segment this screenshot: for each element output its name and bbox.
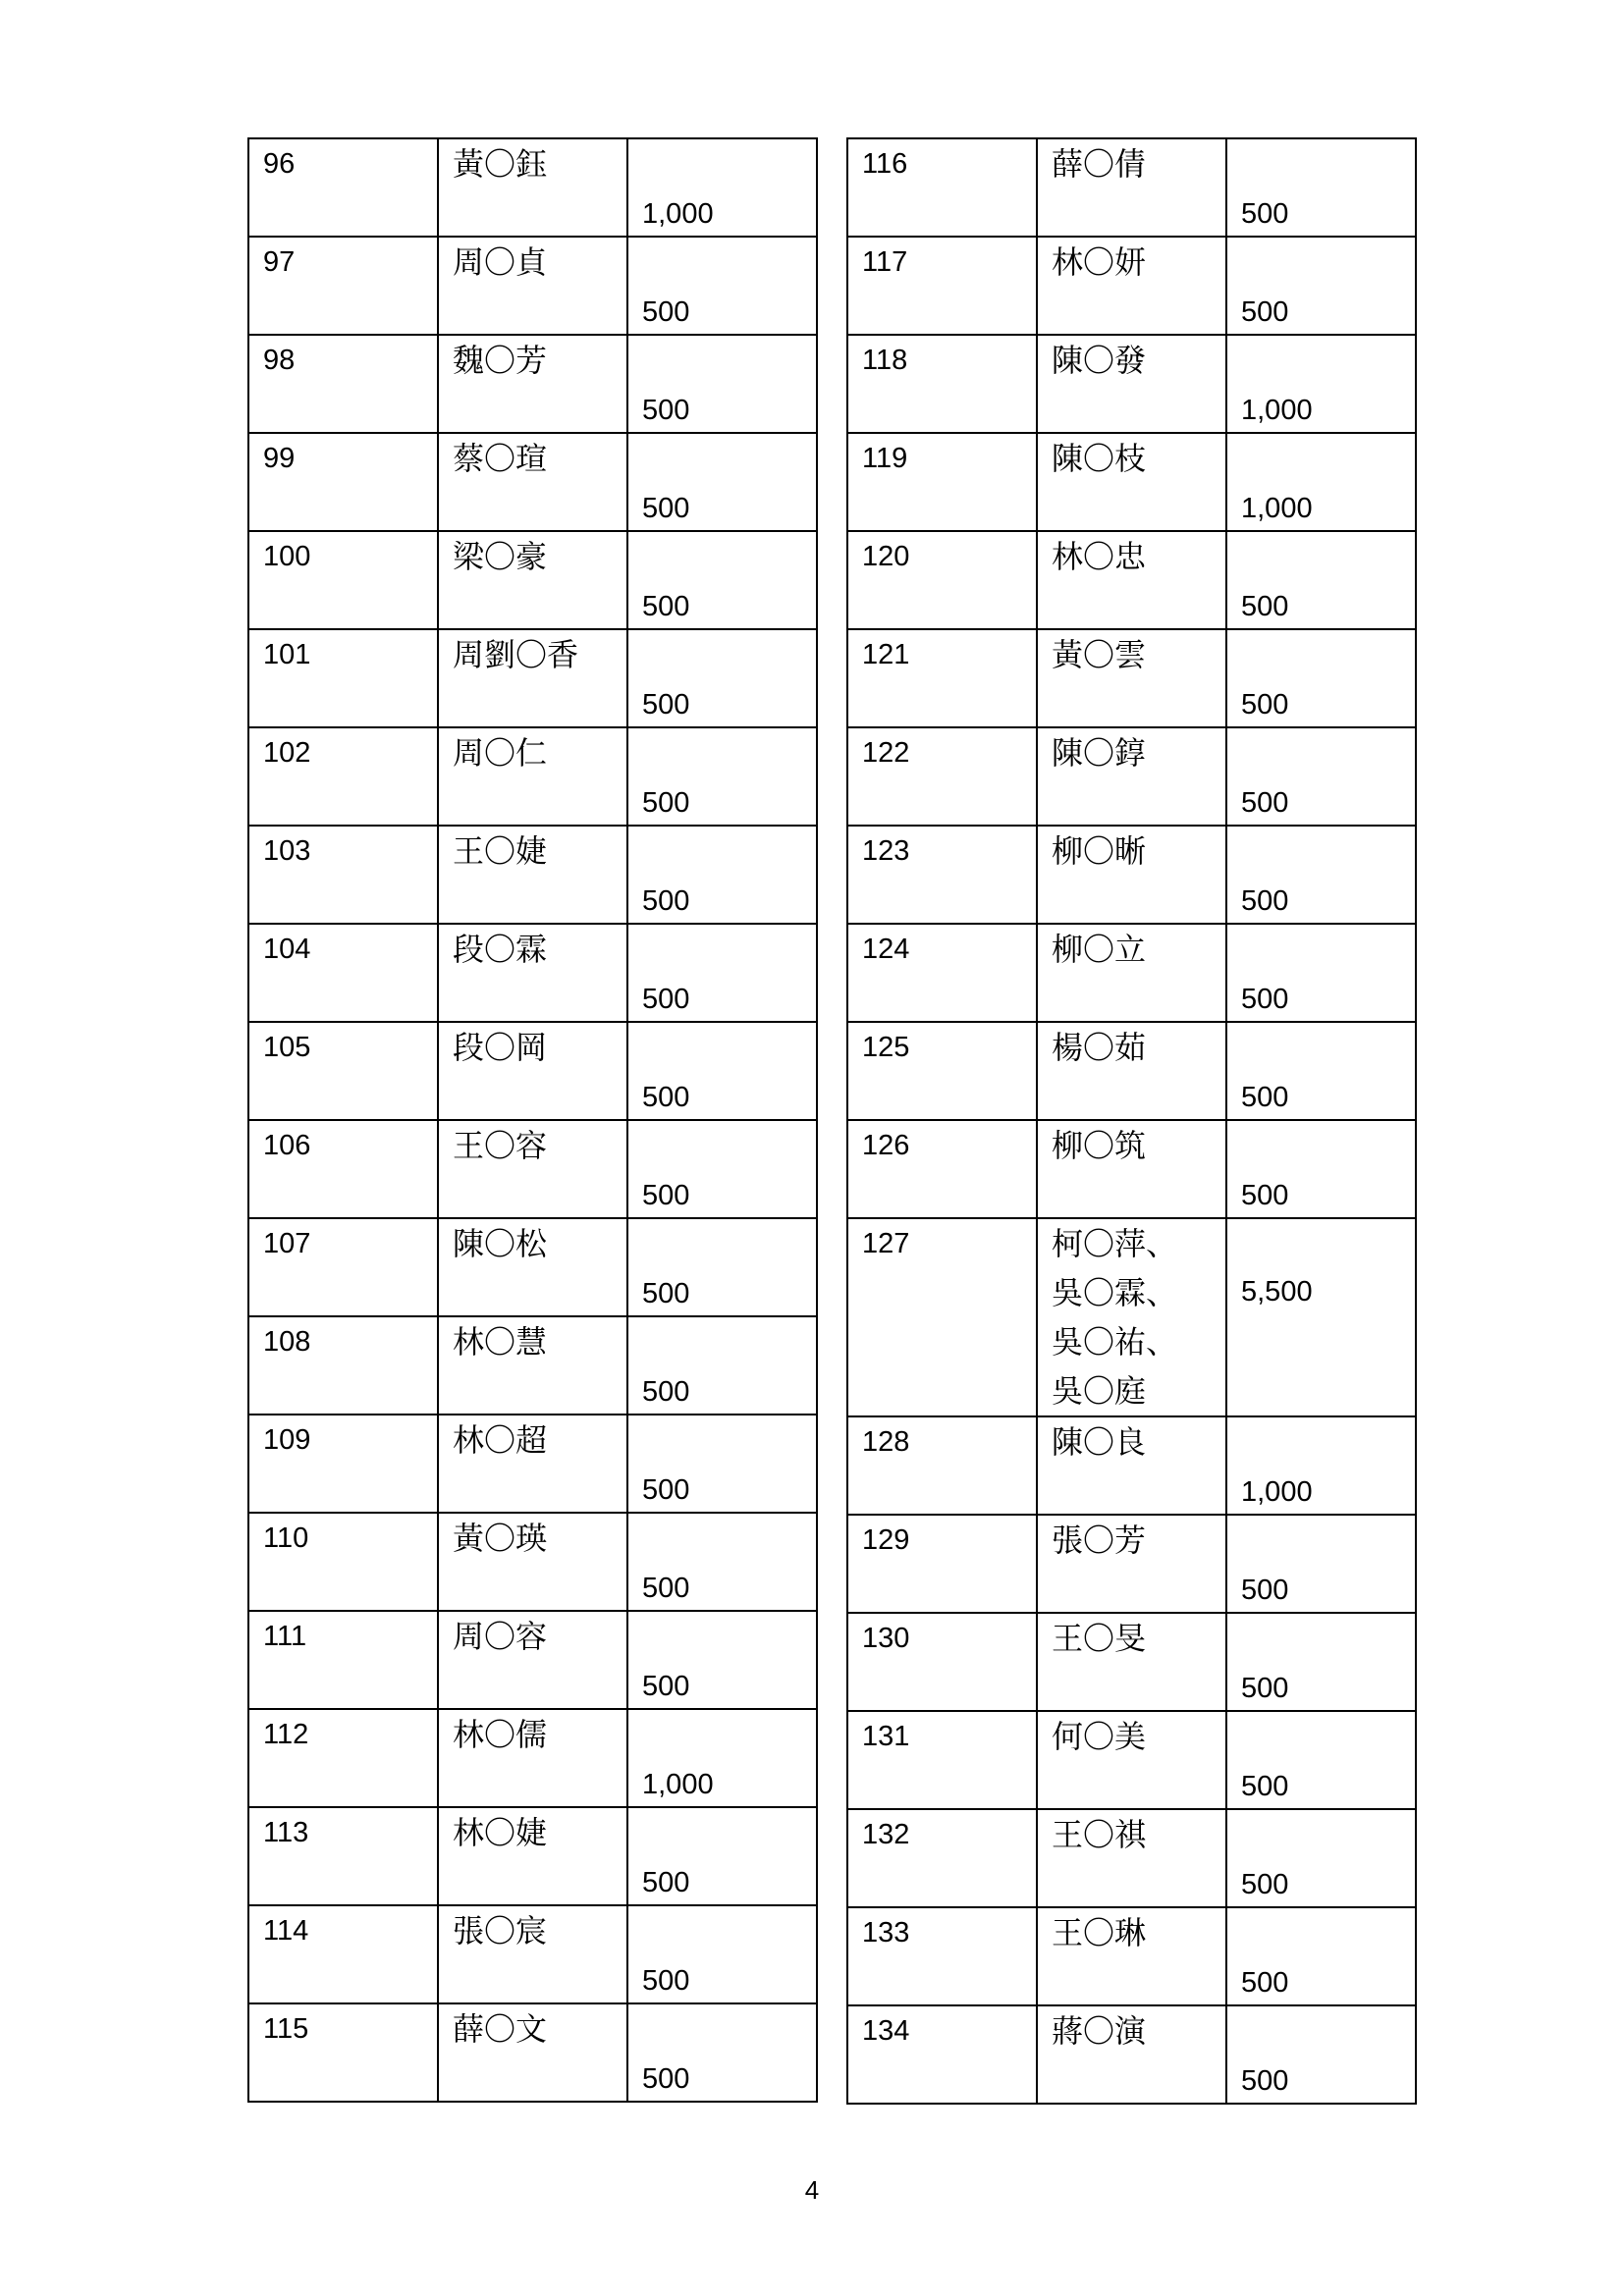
donor-name-cell [1037, 1416, 1226, 1515]
donation-amount: 500 [642, 591, 690, 622]
donor-name: 林〇超 [453, 1421, 548, 1459]
row-number-cell [847, 1711, 1037, 1809]
donor-name-cell [1037, 1022, 1226, 1120]
table-row [248, 1218, 817, 1316]
donor-name: 吳〇祐、 [1052, 1323, 1178, 1361]
row-number: 117 [862, 246, 908, 278]
donation-amount: 500 [1241, 1967, 1289, 1999]
row-number: 130 [862, 1623, 910, 1654]
row-number-cell [847, 1809, 1037, 1907]
row-number: 134 [862, 2015, 910, 2047]
row-number: 133 [862, 1917, 910, 1949]
donor-name-cell [1037, 1907, 1226, 2005]
table-row [248, 237, 817, 335]
row-number-cell [847, 433, 1037, 531]
row-number: 121 [862, 639, 910, 670]
amount-cell [627, 138, 817, 237]
donation-amount: 500 [1241, 689, 1289, 721]
table-row [847, 531, 1416, 629]
table-row [847, 727, 1416, 826]
donor-name: 段〇岡 [453, 1029, 548, 1066]
row-number: 98 [263, 345, 296, 376]
row-number: 104 [263, 934, 311, 965]
row-number-cell [847, 1907, 1037, 2005]
donation-amount: 500 [642, 1278, 690, 1309]
row-number-cell [847, 531, 1037, 629]
amount-cell [1226, 1515, 1416, 1613]
table-row [248, 433, 817, 531]
donation-amount: 500 [1241, 591, 1289, 622]
row-number-cell [847, 924, 1037, 1022]
donor-name: 陳〇枝 [1052, 440, 1147, 477]
row-number: 103 [263, 835, 311, 867]
row-number: 100 [263, 541, 311, 572]
amount-cell [627, 335, 817, 433]
donor-name-cell [438, 1022, 627, 1120]
donor-name-cell [438, 727, 627, 826]
donor-name-cell [1037, 727, 1226, 826]
amount-cell [627, 629, 817, 727]
row-number: 129 [862, 1524, 910, 1556]
row-number-cell [248, 335, 438, 433]
donation-amount: 500 [1241, 984, 1289, 1015]
donation-amount: 1,000 [1241, 1476, 1313, 1508]
donation-amount: 500 [1241, 885, 1289, 917]
row-number: 107 [263, 1228, 311, 1259]
table-row [847, 2005, 1416, 2104]
row-number: 119 [862, 443, 908, 474]
table-row [847, 138, 1416, 237]
amount-cell [627, 531, 817, 629]
donor-name-cell [438, 237, 627, 335]
table-row [248, 1513, 817, 1611]
donation-amount: 500 [642, 1867, 690, 1898]
donor-name-cell [438, 531, 627, 629]
amount-cell [627, 1709, 817, 1807]
donor-name-cell [1037, 1515, 1226, 1613]
amount-cell [627, 727, 817, 826]
donor-name-cell [1037, 138, 1226, 237]
row-number-cell [847, 826, 1037, 924]
row-number: 113 [263, 1817, 309, 1848]
donation-amount: 500 [642, 296, 690, 328]
row-number: 105 [263, 1032, 311, 1063]
donor-name: 林〇慧 [453, 1323, 548, 1361]
donation-amount: 500 [642, 395, 690, 426]
table-row [847, 1515, 1416, 1613]
amount-cell [1226, 1613, 1416, 1711]
donor-name-cell [1037, 335, 1226, 433]
amount-cell [627, 237, 817, 335]
row-number-cell [847, 2005, 1037, 2104]
row-number: 106 [263, 1130, 311, 1161]
row-number-cell [847, 1218, 1037, 1416]
donation-amount: 500 [642, 1671, 690, 1702]
donation-amount: 500 [642, 1376, 690, 1408]
amount-cell [1226, 826, 1416, 924]
row-number: 115 [263, 2013, 309, 2045]
donor-name: 陳〇發 [1052, 342, 1147, 379]
donor-name: 王〇祺 [1052, 1816, 1147, 1853]
table-row [248, 138, 817, 237]
page-number: 4 [804, 2175, 820, 2205]
donor-name-cell [438, 1218, 627, 1316]
row-number-cell [248, 237, 438, 335]
table-row [847, 1809, 1416, 1907]
row-number-cell [248, 924, 438, 1022]
donor-name: 楊〇茹 [1052, 1029, 1147, 1066]
donation-amount: 500 [642, 1082, 690, 1113]
row-number-cell [847, 629, 1037, 727]
donor-name: 魏〇芳 [453, 342, 548, 379]
donor-name: 柳〇立 [1052, 931, 1147, 968]
table-row [847, 1416, 1416, 1515]
donation-amount: 5,500 [1241, 1276, 1313, 1308]
donation-amount: 500 [1241, 198, 1289, 230]
row-number: 123 [862, 835, 910, 867]
donor-name-cell [1037, 2005, 1226, 2104]
donor-name: 林〇儒 [453, 1716, 548, 1753]
row-number: 124 [862, 934, 910, 965]
donation-amount: 500 [1241, 296, 1289, 328]
row-number-cell [847, 1613, 1037, 1711]
amount-cell [627, 1415, 817, 1513]
row-number-cell [847, 1120, 1037, 1218]
amount-cell [627, 1120, 817, 1218]
donor-name-cell [438, 335, 627, 433]
amount-cell [627, 2003, 817, 2102]
row-number: 118 [862, 345, 908, 376]
donor-name: 周〇貞 [453, 243, 548, 281]
row-number: 125 [862, 1032, 910, 1063]
donor-name: 柳〇筑 [1052, 1127, 1147, 1164]
row-number-cell [248, 531, 438, 629]
row-number-cell [248, 1513, 438, 1611]
donor-name: 張〇芳 [1052, 1522, 1147, 1559]
donor-name: 王〇旻 [1052, 1620, 1147, 1657]
amount-cell [627, 826, 817, 924]
donor-name-cell [1037, 629, 1226, 727]
table-row [248, 924, 817, 1022]
row-number: 101 [263, 639, 311, 670]
donor-name-cell [1037, 237, 1226, 335]
donor-name: 周劉〇香 [453, 636, 579, 673]
amount-cell [627, 1807, 817, 1905]
row-number: 97 [263, 246, 296, 278]
table-row [847, 1907, 1416, 2005]
row-number: 128 [862, 1426, 910, 1458]
donor-name-cell [1037, 826, 1226, 924]
amount-cell [627, 433, 817, 531]
donor-name-cell [438, 1513, 627, 1611]
amount-cell [627, 1316, 817, 1415]
row-number: 131 [862, 1721, 910, 1752]
donor-name: 蔣〇演 [1052, 2012, 1147, 2050]
row-number-cell [248, 1905, 438, 2003]
donation-amount: 500 [1241, 1869, 1289, 1900]
amount-cell [1226, 1416, 1416, 1515]
table-row [248, 727, 817, 826]
row-number-cell [248, 1709, 438, 1807]
donor-name-cell [438, 433, 627, 531]
table-row [248, 629, 817, 727]
donor-name-cell [438, 1120, 627, 1218]
row-number-cell [248, 1611, 438, 1709]
amount-cell [1226, 727, 1416, 826]
donation-amount: 500 [642, 2063, 690, 2095]
donor-name: 蔡〇瑄 [453, 440, 548, 477]
amount-cell [1226, 138, 1416, 237]
table-row [248, 1415, 817, 1513]
amount-cell [1226, 531, 1416, 629]
amount-cell [1226, 629, 1416, 727]
table-row [248, 1120, 817, 1218]
donor-name: 黃〇雲 [1052, 636, 1147, 673]
row-number-cell [248, 1218, 438, 1316]
donor-name-cell [438, 1415, 627, 1513]
donor-name-cell [438, 924, 627, 1022]
row-number: 132 [862, 1819, 910, 1850]
row-number: 112 [263, 1719, 309, 1750]
donation-amount: 500 [1241, 787, 1289, 819]
table-row [847, 237, 1416, 335]
donor-name: 吳〇庭 [1052, 1372, 1147, 1410]
table-row [847, 335, 1416, 433]
donor-name: 柳〇晰 [1052, 832, 1147, 870]
donor-name: 王〇容 [453, 1127, 548, 1164]
table-row [847, 1613, 1416, 1711]
row-number-cell [248, 629, 438, 727]
row-number: 122 [862, 737, 910, 769]
donor-name: 段〇霖 [453, 931, 548, 968]
table-row [248, 1807, 817, 1905]
amount-cell [1226, 1022, 1416, 1120]
donor-name-cell [1037, 433, 1226, 531]
donor-name-cell [438, 1807, 627, 1905]
donation-amount: 500 [642, 787, 690, 819]
row-number-cell [847, 138, 1037, 237]
donation-amount: 500 [1241, 1771, 1289, 1802]
donation-amount: 1,000 [1241, 493, 1313, 524]
donation-amount: 500 [642, 689, 690, 721]
donor-name: 張〇宸 [453, 1912, 548, 1949]
amount-cell [1226, 1809, 1416, 1907]
donation-amount: 1,000 [642, 1769, 714, 1800]
donor-name-cell [438, 138, 627, 237]
donor-name: 黃〇鈺 [453, 145, 548, 183]
row-number: 114 [263, 1915, 309, 1947]
row-number-cell [248, 1022, 438, 1120]
table-row [248, 1709, 817, 1807]
donor-name: 梁〇豪 [453, 538, 548, 575]
row-number: 110 [263, 1522, 309, 1554]
donation-amount: 1,000 [642, 198, 714, 230]
donation-amount: 500 [642, 984, 690, 1015]
amount-cell [627, 1513, 817, 1611]
donor-name: 陳〇松 [453, 1225, 548, 1262]
amount-cell [1226, 924, 1416, 1022]
amount-cell [1226, 1711, 1416, 1809]
table-row [248, 1022, 817, 1120]
row-number-cell [847, 1022, 1037, 1120]
donor-name-cell [438, 1905, 627, 2003]
amount-cell [1226, 237, 1416, 335]
donor-name-cell [438, 826, 627, 924]
donor-name: 何〇美 [1052, 1718, 1147, 1755]
table-row [847, 826, 1416, 924]
row-number-cell [248, 1316, 438, 1415]
donation-amount: 500 [642, 493, 690, 524]
donor-name-cell [1037, 1809, 1226, 1907]
donor-name-cell [438, 1316, 627, 1415]
donation-amount: 500 [1241, 2065, 1289, 2097]
row-number-cell [248, 1120, 438, 1218]
amount-cell [627, 1905, 817, 2003]
donor-name: 王〇婕 [453, 832, 548, 870]
row-number: 127 [862, 1228, 910, 1259]
donor-name-cell [438, 2003, 627, 2102]
table-row [248, 1316, 817, 1415]
row-number: 96 [263, 148, 296, 180]
row-number: 120 [862, 541, 910, 572]
donor-name: 陳〇良 [1052, 1423, 1147, 1461]
donation-amount: 500 [642, 1573, 690, 1604]
donation-amount: 1,000 [1241, 395, 1313, 426]
row-number-cell [847, 237, 1037, 335]
table-row [248, 1611, 817, 1709]
amount-cell [1226, 335, 1416, 433]
amount-cell [627, 1611, 817, 1709]
row-number-cell [248, 433, 438, 531]
table-row [248, 2003, 817, 2102]
donation-amount: 500 [1241, 1673, 1289, 1704]
donation-amount: 500 [642, 885, 690, 917]
donor-name-cell [1037, 1613, 1226, 1711]
row-number: 99 [263, 443, 296, 474]
donor-name-cell [438, 1709, 627, 1807]
donor-table-right [846, 137, 1417, 2105]
row-number: 116 [862, 148, 908, 180]
row-number-cell [248, 2003, 438, 2102]
donation-amount: 500 [642, 1180, 690, 1211]
table-row [847, 1218, 1416, 1416]
amount-cell [1226, 1120, 1416, 1218]
row-number-cell [248, 826, 438, 924]
row-number-cell [248, 1807, 438, 1905]
donor-name: 薛〇文 [453, 2010, 548, 2048]
donation-amount: 500 [642, 1474, 690, 1506]
row-number-cell [248, 138, 438, 237]
amount-cell [1226, 2005, 1416, 2104]
row-number-cell [248, 727, 438, 826]
table-row [847, 1022, 1416, 1120]
donor-name-cell [1037, 1120, 1226, 1218]
donor-name: 林〇妍 [1052, 243, 1147, 281]
amount-cell [627, 924, 817, 1022]
table-row [847, 1120, 1416, 1218]
row-number-cell [847, 727, 1037, 826]
row-number-cell [847, 1416, 1037, 1515]
table-row [847, 1711, 1416, 1809]
row-number-cell [847, 335, 1037, 433]
donation-amount: 500 [1241, 1180, 1289, 1211]
table-row [248, 531, 817, 629]
donor-name: 王〇琳 [1052, 1914, 1147, 1951]
donor-name-cell [438, 629, 627, 727]
donor-name-cell [1037, 924, 1226, 1022]
table-row [847, 629, 1416, 727]
donation-amount: 500 [1241, 1082, 1289, 1113]
donor-name: 柯〇萍、 [1052, 1225, 1178, 1262]
row-number: 108 [263, 1326, 311, 1358]
table-row [847, 924, 1416, 1022]
table-row [248, 335, 817, 433]
donation-amount: 500 [642, 1965, 690, 1997]
row-number: 111 [263, 1621, 307, 1652]
donor-table-left [247, 137, 818, 2103]
donor-name: 周〇容 [453, 1618, 548, 1655]
donor-name-cell [1037, 1218, 1226, 1416]
amount-cell [627, 1022, 817, 1120]
amount-cell [1226, 433, 1416, 531]
donor-name: 薛〇倩 [1052, 145, 1147, 183]
amount-cell [1226, 1907, 1416, 2005]
donor-name-cell [1037, 531, 1226, 629]
table-row [847, 433, 1416, 531]
donor-name-cell [1037, 1711, 1226, 1809]
row-number: 102 [263, 737, 311, 769]
row-number-cell [248, 1415, 438, 1513]
donor-name: 陳〇錞 [1052, 734, 1147, 772]
amount-cell [1226, 1218, 1416, 1416]
donor-name: 周〇仁 [453, 734, 548, 772]
table-row [248, 826, 817, 924]
donor-name: 林〇婕 [453, 1814, 548, 1851]
donor-name: 吳〇霖、 [1052, 1274, 1178, 1311]
donor-name: 黃〇瑛 [453, 1520, 548, 1557]
table-row [248, 1905, 817, 2003]
donation-amount: 500 [1241, 1575, 1289, 1606]
row-number-cell [847, 1515, 1037, 1613]
donor-name: 林〇忠 [1052, 538, 1147, 575]
amount-cell [627, 1218, 817, 1316]
row-number: 126 [862, 1130, 910, 1161]
donor-name-cell [438, 1611, 627, 1709]
row-number: 109 [263, 1424, 311, 1456]
